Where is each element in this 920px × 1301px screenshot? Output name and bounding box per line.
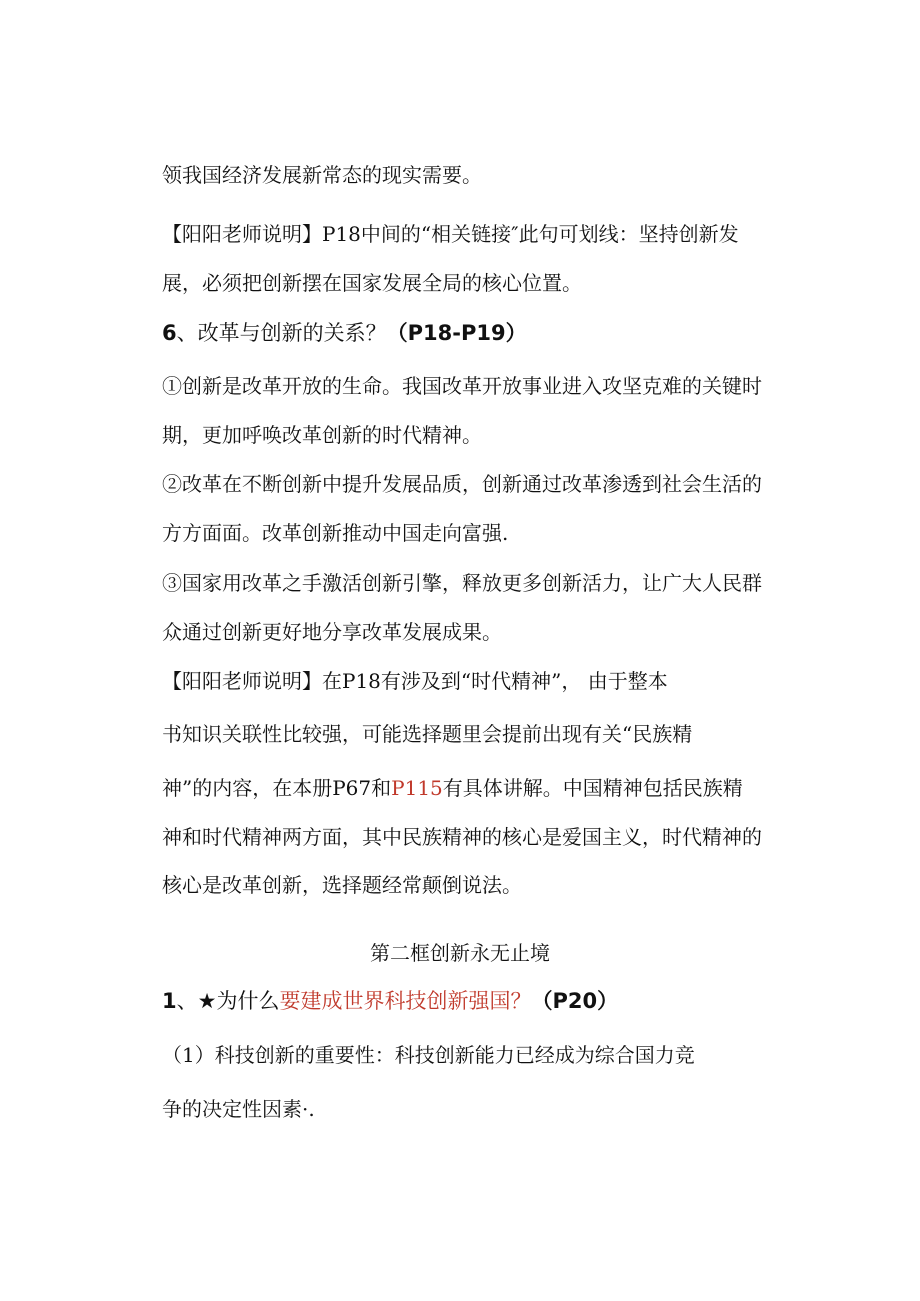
text-line: 众通过创新更好地分享改革发展成果。 <box>162 620 502 644</box>
text-line: 神和时代精神两方面，其中民族精神的核心是爱国主义，时代精神的 <box>162 825 762 849</box>
question-text: 、★为什么 <box>176 989 280 1013</box>
question-number: 6 <box>162 321 177 345</box>
text-line: 书知识关联性比较强，可能选择题里会提前出现有关“民族精 <box>162 722 693 746</box>
text-line: 争的决定性因素·. <box>162 1097 315 1121</box>
teacher-note: 【阳阳老师说明】P18中间的“相关链接″此句可划线：坚持创新发 <box>162 222 739 246</box>
page-reference: （P20） <box>531 989 619 1013</box>
question-text: 、改革与创新的关系？ <box>176 321 387 345</box>
text-line: 核心是改革创新，选择题经常颠倒说法。 <box>162 873 522 897</box>
question-heading <box>162 986 618 1016</box>
section-title: 第二框创新永无止境 <box>370 941 550 965</box>
list-item: ②改革在不断创新中提升发展品质，创新通过改革渗透到社会生活的 <box>162 472 762 496</box>
page-reference: （P18-P19） <box>386 321 527 345</box>
highlighted-page-ref: P115 <box>391 776 443 800</box>
question-heading <box>162 318 527 348</box>
teacher-note: 【阳阳老师说明】在P18有涉及到“时代精神”， 由于整本 <box>162 669 668 693</box>
text-line: 领我国经济发展新常态的现实需要。 <box>162 163 482 187</box>
question-number: 1 <box>162 989 177 1013</box>
text-line: 展，必须把创新摆在国家发展全局的核心位置。 <box>162 271 582 295</box>
text-line: 期，更加呼唤改革创新的时代精神。 <box>162 423 482 447</box>
text-segment: 神”的内容，在本册P67和 <box>162 776 392 800</box>
text-segment: 有具体讲解。中国精神包括民族精 <box>442 776 743 800</box>
highlighted-question-text: 要建成世界科技创新强国？ <box>279 989 532 1013</box>
text-line: 方方面面。改革创新推动中国走向富强. <box>162 521 509 545</box>
sub-point: （1）科技创新的重要性：科技创新能力已经成为综合国力竞 <box>162 1043 695 1067</box>
text-line <box>162 773 743 803</box>
list-item: ①创新是改革开放的生命。我国改革开放事业进入攻坚克难的关键时 <box>162 374 762 398</box>
list-item: ③国家用改革之手激活创新引擎，释放更多创新活力，让广大人民群 <box>162 571 762 595</box>
